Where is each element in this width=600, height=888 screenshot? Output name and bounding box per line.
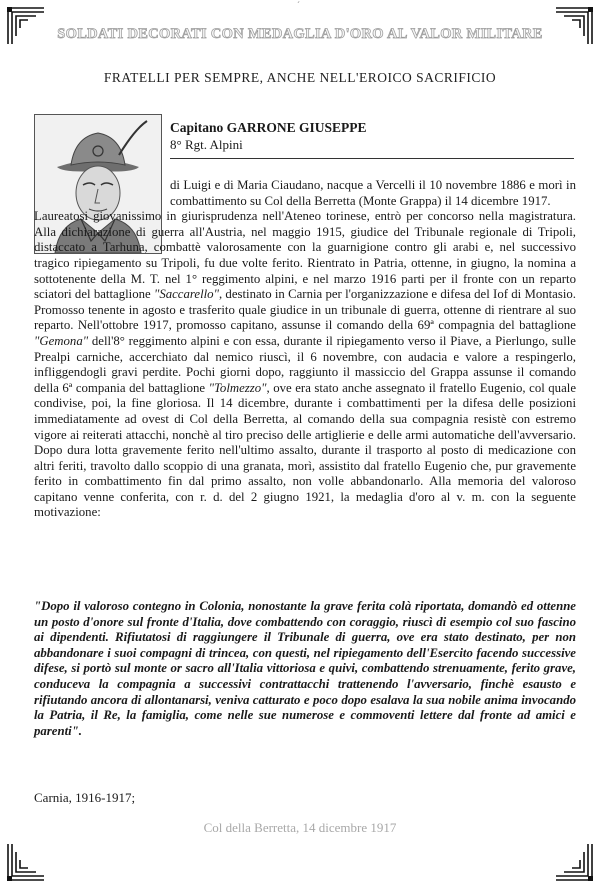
biography bbox=[34, 178, 576, 521]
corner-ornament-icon bbox=[6, 842, 46, 882]
dateline: Carnia, 1916-1917; bbox=[34, 790, 136, 805]
scan-mark: ´ bbox=[297, 0, 300, 10]
medal-motivation: "Dopo il valoroso contegno in Colonia, nonostante la grave ferita colà riportata, domandò ed ottenne un posto d'onore sul fronte d'Italia, dove combattendo con coraggio, riuscì di esempio col suo fascino ai dipendenti. Rifiutatosi di raggiungere il Tribunale di guerra, ove era stato destinato, per non abbandonare i suoi compagni di trincea, con questi, nel ripiegamento dell'Esercito facendo successive difese, si portò sul monte or sacro all'Italia vittoriosa e quivi, combattendo strenuamente, ferito grave, conduceva la compagnia a successivi contrattacchi trattenendo l'avversario, finchè esausto e rifiutando ancora di allontanarsi, veniva catturato e poco dopo esalava la sua nobile anima invocando la Patria, il Re, la famiglia, come nelle sue numerose e commoventi lettere dal fronte ad amici e parenti". bbox=[34, 599, 576, 738]
soldier-name: Capitano GARRONE GIUSEPPE bbox=[170, 120, 367, 135]
divider bbox=[170, 158, 574, 159]
soldier-regiment: 8° Rgt. Alpini bbox=[170, 137, 243, 152]
page-footer: Col della Berretta, 14 dicembre 1917 bbox=[203, 820, 397, 835]
page-header-title: SOLDATI DECORATI CON MEDAGLIA D'ORO AL VALOR MILITARE bbox=[57, 26, 543, 42]
biography-body: Laureatosi giovanissimo in giurisprudenza nell'Ateneo torinese, entrò per concorso nella magistratura. Alla dichiarazione di guerra all'Austria, nel maggio 1915, giudice del Tribunale regionale di Tripoli, distaccato a Tarhuna, combattè valorosamente con la guarnigione contro gli arabi e, nel successivo tragico ripiegamento su Tripoli, fu due volte ferito. Rientrato in Patria, ottenne, in giugno, la nomina a sottotenente della M. T. nel 1° reggimento alpini, e nel marzo 1916 parti per il fronte con un reparto sciatori del battaglione "Saccarello", destinato in Carnia per l'organizzazione e difesa del Iof di Montasio. Promosso tenente in agosto e trasferito quale giudice in un tribunale di guerra, ottenne di rientrare al suo reparto. Nell'ottobre 1917, promosso capitano, assunse il comando della 69ª compagnia del battaglione "Gemona" dell'8° reggimento alpini e con essa, durante il ripiegamento verso il Piave, a Pierlungo, sulle Prealpi carniche, accerchiato dal nemico riuscì, il 6 novembre, con audacia e valore a respingerlo, infliggendogli gravi perdite. Pochi giorni dopo, raggiunto il massiccio del Grappa assunse il comando della 6ª compania del battaglione "Tolmezzo", ove era stato anche assegnato il fratello Eugenio, col quale condivise, poi, la fine gloriosa. Il 14 dicembre, durante i combattimenti per la difesa delle posizioni immediatamente ad ovest di Col della Berretta, al comando della sua compagnia resistè con estremo vigore ai reiterati attacchi, nonchè al tiro preciso delle artiglierie e delle armi automatiche dell'avversario. Dopo dura lotta gravemente ferito nell'ultimo assalto, durante il trasporto al posto di medicazione con altri feriti, travolto dallo scoppio di una granata, morì, assistito dal fratello Eugenio che, pur gravemente ferito in combattimento fin dal primo assalto, non volle abbandonarlo. Alla memoria del valoroso capitano venne conferita, con r. d. del 2 giugno 1921, la medaglia d'oro al v. m. con la seguente motivazione: bbox=[34, 209, 576, 520]
page-subtitle: FRATELLI PER SEMPRE, ANCHE NELL'EROICO SACRIFICIO bbox=[103, 70, 497, 85]
biography-lead: di Luigi e di Maria Ciaudano, nacque a Vercelli il 10 novembre 1886 e morì in combattimento su Col della Berretta (Monte Grappa) il 14 dicembre 1917. bbox=[170, 178, 576, 208]
corner-ornament-icon bbox=[554, 842, 594, 882]
